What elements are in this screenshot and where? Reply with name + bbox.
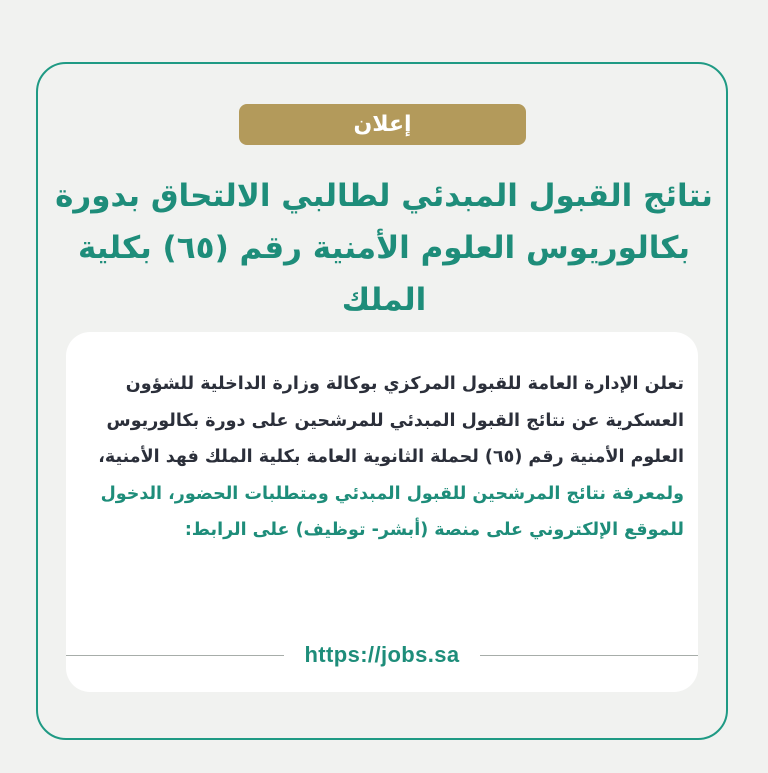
link-divider-right (480, 655, 698, 656)
title-line-1: نتائج القبول المبدئي لطالبي الالتحاق بدورة (55, 178, 713, 214)
link-row (66, 641, 698, 669)
body-paragraph-1: تعلن الإدارة العامة للقبول المركزي بوكالة وزارة الداخلية للشؤون العسكرية عن نتائج القبول المبدئي للمرشحين على دورة بكالوريوس العلوم الأمنية رقم (٦٥) لحملة الثانوية العامة بكلية الملك فهد الأمنية، (98, 374, 684, 467)
title-line-2: بكالوريوس العلوم الأمنية رقم (٦٥) بكلية الملك (77, 230, 691, 318)
body-paragraph-2: ولمعرفة نتائج المرشحين للقبول المبدئي ومتطلبات الحضور، الدخول للموقع الإلكتروني على منصة (أبشر- توظيف) على الرابط: (100, 483, 684, 540)
badge-label: إعلان (353, 112, 412, 137)
announcement-badge (239, 104, 526, 145)
link-divider-left (66, 655, 284, 656)
announcement-body (80, 366, 684, 549)
jobs-link[interactable]: https://jobs.sa (304, 642, 460, 667)
